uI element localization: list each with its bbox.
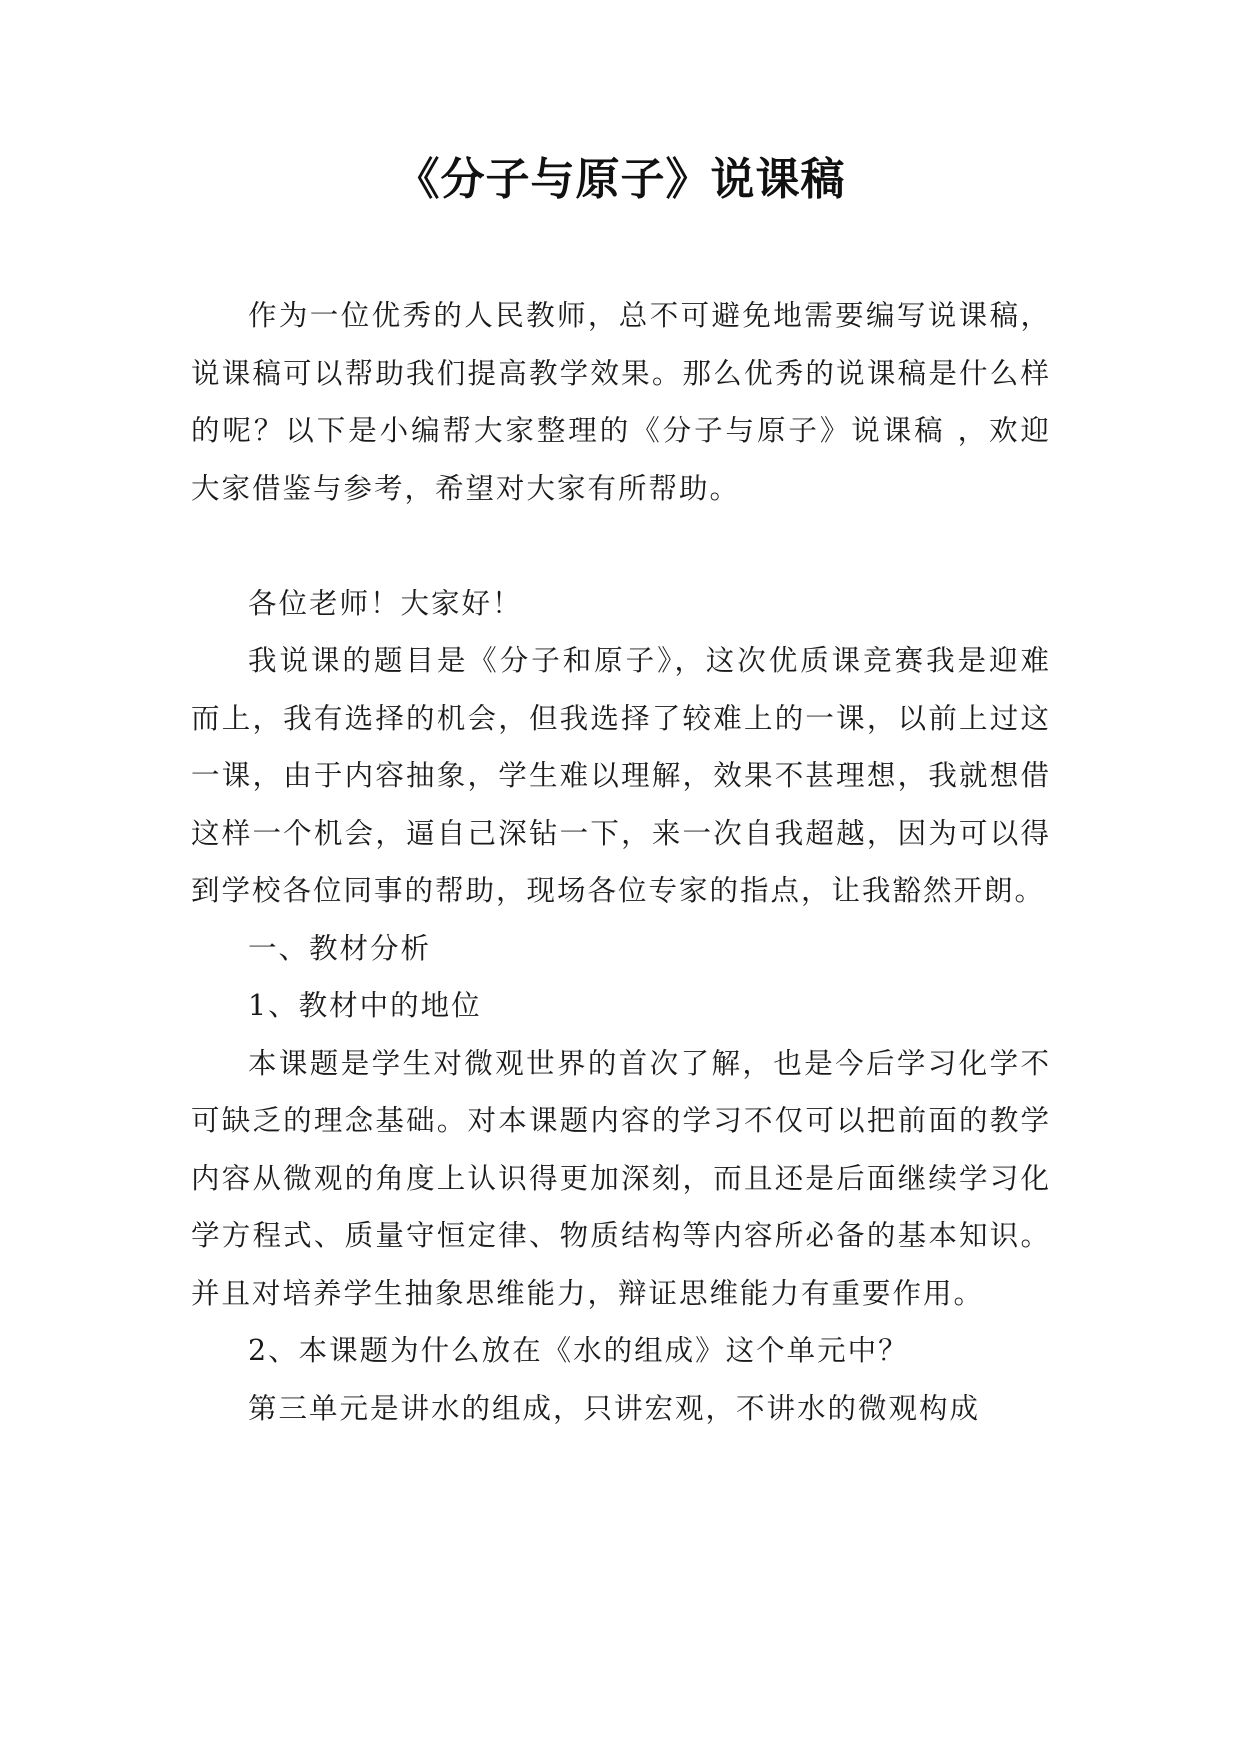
unit-paragraph: 第三单元是讲水的组成，只讲宏观，不讲水的微观构成 xyxy=(248,1391,981,1425)
status-paragraph: 本课题是学生对微观世界的首次了解，也是今后学习化学不可缺乏的理念基础。对本课题内容的学习不仅可以把前面的教学内容从微观的角度上认识得更加深刻，而且还是后面继续学习化学方程式、质量守恒定律、物质结构等内容所必备的基本知识。并且对培养学生抽象思维能力，辩证思维能力有重要作用。 xyxy=(191,1046,1051,1310)
section-heading: 一、教材分析 xyxy=(248,931,432,965)
intro-paragraph: 作为一位优秀的人民教师，总不可避免地需要编写说课稿，说课稿可以帮助我们提高教学效果。那么优秀的说课稿是什么样的呢？以下是小编帮大家整理的《分子与原子》说课稿 ，欢迎大家借鉴与参考，希望对大家有所帮助。 xyxy=(191,299,1051,505)
subsection-heading: 1、教材中的地位 xyxy=(248,989,482,1022)
topic-paragraph: 我说课的题目是《分子和原子》，这次优质课竞赛我是迎难而上，我有选择的机会，但我选择了较难上的一课，以前上过这一课，由于内容抽象，学生难以理解，效果不甚理想，我就想借这样一个机会，逼自己深钻一下，来一次自我超越，因为可以得到学校各位同事的帮助，现场各位专家的指点，让我豁然开朗。 xyxy=(191,644,1051,907)
subsection-heading: 2、本课题为什么放在《水的组成》这个单元中？ xyxy=(248,1334,909,1367)
document-title: 《分子与原子》说课稿 xyxy=(395,154,846,205)
document-body xyxy=(191,287,1051,1437)
greeting-paragraph: 各位老师！大家好！ xyxy=(248,586,523,620)
